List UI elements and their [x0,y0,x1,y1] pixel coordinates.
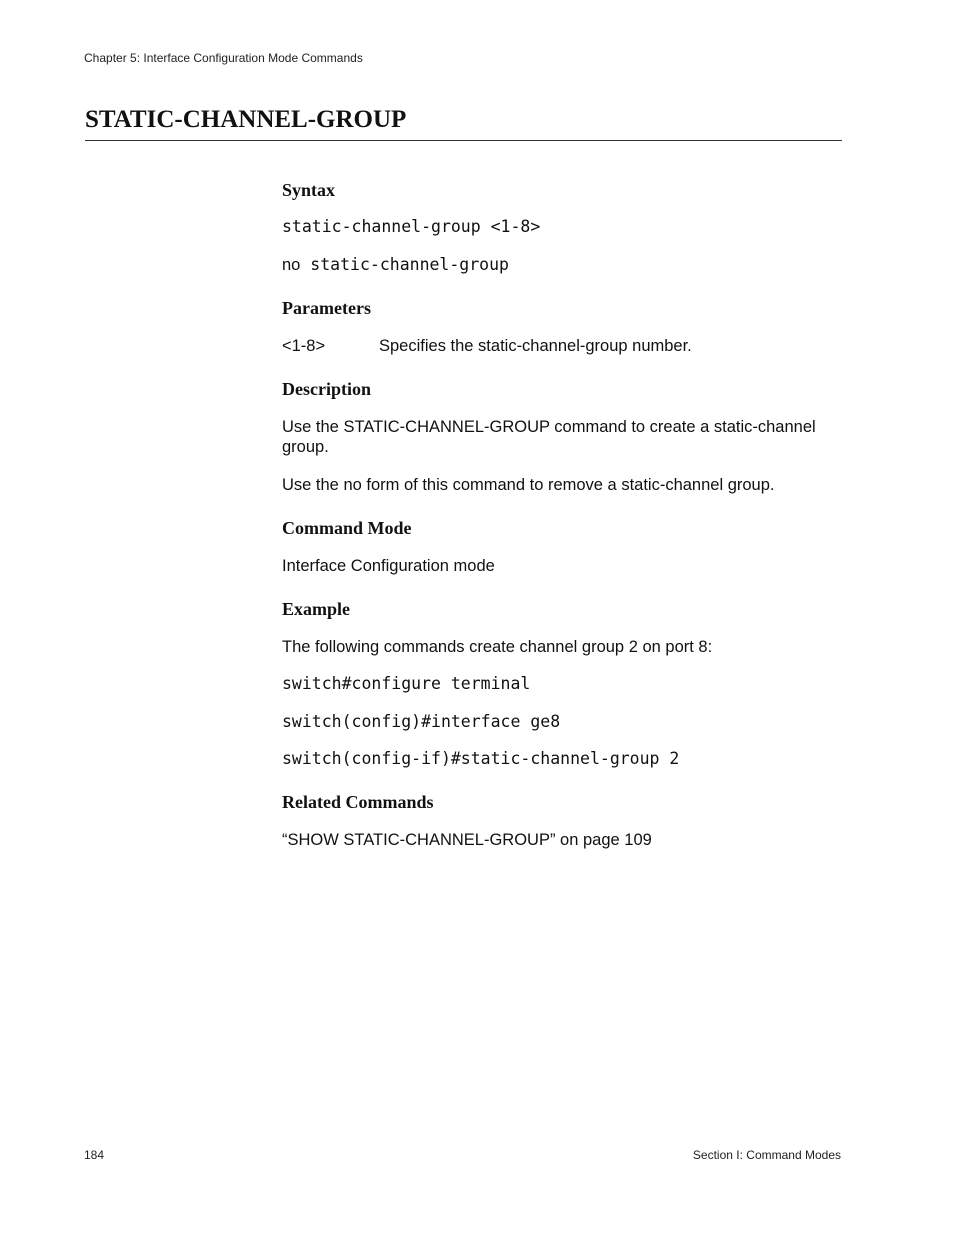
example-intro: The following commands create channel group 2 on port 8: [282,638,713,656]
related-commands-heading: Related Commands [282,792,434,812]
syntax-no-command: static-channel-group [310,255,509,274]
syntax-line-1: static-channel-group <1-8> [282,217,541,236]
example-command-2: switch(config)#interface ge8 [282,712,561,731]
description-heading: Description [282,379,371,399]
syntax-no-prefix: no [282,256,301,274]
example-heading: Example [282,599,351,619]
syntax-line-2 [282,255,509,275]
page-number: 184 [84,1148,105,1162]
description-paragraph-2: Use the no form of this command to remove a static-channel group. [282,476,775,494]
parameter-name: <1-8> [282,337,326,355]
command-mode-text: Interface Configuration mode [282,557,495,575]
parameters-heading: Parameters [282,298,371,318]
description-paragraph-1: Use the STATIC-CHANNEL-GROUP command to create a static-channel group. [282,418,816,456]
example-command-1: switch#configure terminal [282,674,531,693]
command-mode-heading: Command Mode [282,518,412,538]
example-command-3: switch(config-if)#static-channel-group 2 [282,749,680,768]
chapter-header: Chapter 5: Interface Configuration Mode Commands [84,51,363,65]
parameter-description: Specifies the static-channel-group number. [379,337,692,355]
syntax-heading: Syntax [282,180,336,200]
page-title: STATIC-CHANNEL-GROUP [85,106,407,133]
related-command-link[interactable]: “SHOW STATIC-CHANNEL-GROUP” on page 109 [282,831,652,849]
title-rule [85,140,842,141]
footer-section: Section I: Command Modes [692,1148,841,1162]
